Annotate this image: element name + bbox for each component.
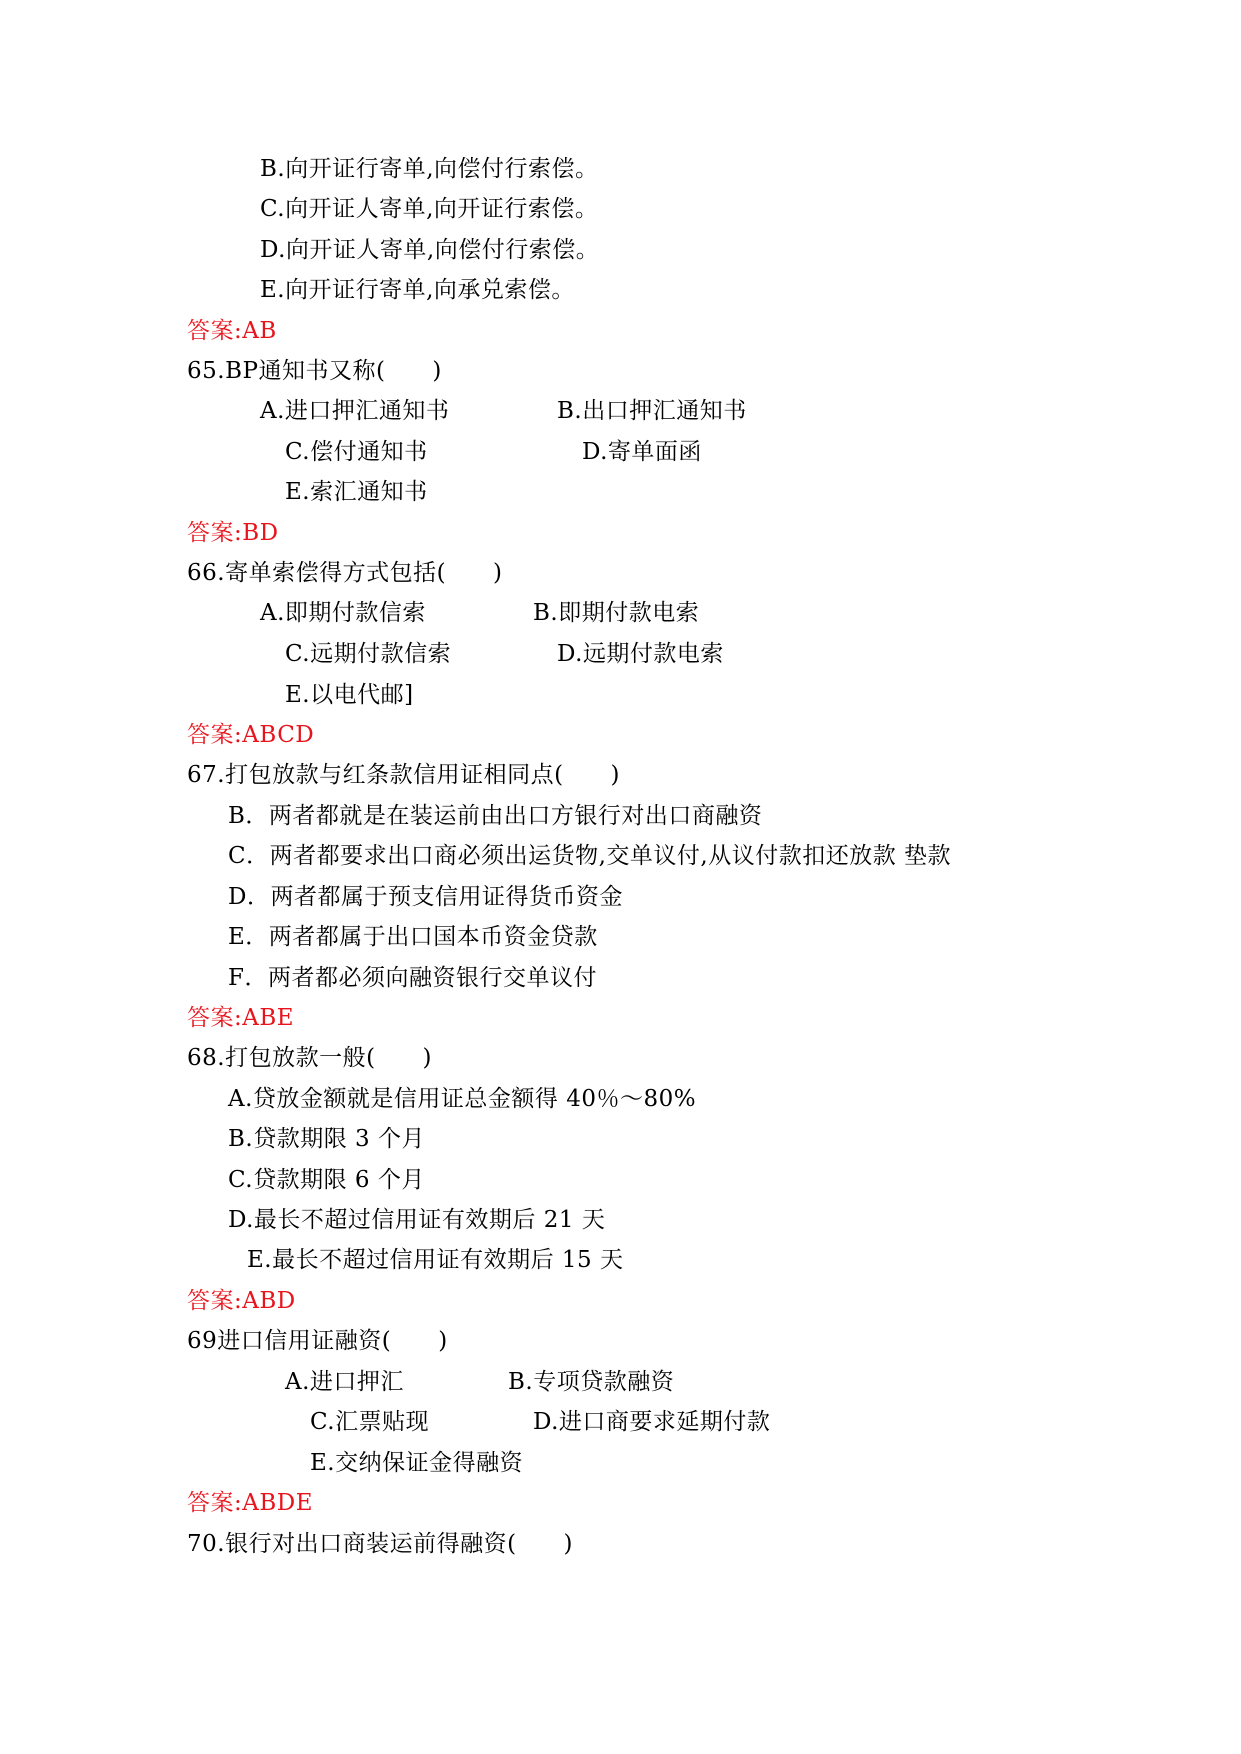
q67-option-d: D．两者都属于预支信用证得货币资金 [228, 884, 623, 910]
q64-option-d: D.向开证人寄单,向偿付行索偿。 [260, 237, 600, 263]
q70-question: 70.银行对出口商装运前得融资( ) [187, 1531, 574, 1557]
q66-option-b: B.即期付款电索 [533, 600, 700, 626]
q69-question: 69进口信用证融资( ) [187, 1328, 448, 1354]
q66-option-e: E.以电代邮] [285, 682, 414, 708]
q68-answer: 答案:ABD [187, 1288, 296, 1314]
q67-question: 67.打包放款与红条款信用证相同点( ) [187, 762, 621, 788]
q67-option-c: C．两者都要求出口商必须出运货物,交单议付,从议付款扣还放款 垫款 [228, 843, 952, 869]
q65-option-e: E.索汇通知书 [285, 479, 428, 505]
q65-question: 65.BP通知书又称( ) [187, 358, 442, 384]
q67-answer: 答案:ABE [187, 1005, 295, 1031]
q69-option-a: A.进口押汇 [285, 1369, 404, 1395]
q69-option-b: B.专项贷款融资 [508, 1369, 675, 1395]
q67-option-f: F．两者都必须向融资银行交单议付 [228, 965, 597, 991]
q65-option-a: A.进口押汇通知书 [260, 398, 450, 424]
q65-option-c: C.偿付通知书 [285, 439, 428, 465]
q65-option-d: D.寄单面函 [582, 439, 702, 465]
q66-option-a: A.即期付款信索 [260, 600, 426, 626]
q69-option-c: C.汇票贴现 [310, 1409, 430, 1435]
q66-question: 66.寄单索偿得方式包括( ) [187, 560, 503, 586]
q68-option-d: D.最长不超过信用证有效期后 21 天 [228, 1207, 606, 1233]
q65-answer: 答案:BD [187, 520, 279, 546]
q68-question: 68.打包放款一般( ) [187, 1045, 433, 1071]
q64-answer: 答案:AB [187, 318, 277, 344]
q68-option-b: B.贷款期限 3 个月 [228, 1126, 425, 1152]
q66-option-c: C.远期付款信索 [285, 641, 452, 667]
q67-option-e: E．两者都属于出口国本币资金贷款 [228, 924, 598, 950]
q65-option-b: B.出口押汇通知书 [557, 398, 747, 424]
q69-option-d: D.进口商要求延期付款 [533, 1409, 771, 1435]
q66-option-d: D.远期付款电索 [557, 641, 724, 667]
q69-option-e: E.交纳保证金得融资 [310, 1450, 524, 1476]
q64-option-b: B.向开证行寄单,向偿付行索偿。 [260, 156, 599, 182]
q68-option-a: A.贷放金额就是信用证总金额得 40％～80% [228, 1086, 697, 1112]
q64-option-c: C.向开证人寄单,向开证行索偿。 [260, 196, 599, 222]
q67-option-b: B．两者都就是在装运前由出口方银行对出口商融资 [228, 803, 763, 829]
q68-option-c: C.贷款期限 6 个月 [228, 1167, 425, 1193]
q64-option-e: E.向开证行寄单,向承兑索偿。 [260, 277, 575, 303]
q66-answer: 答案:ABCD [187, 722, 315, 748]
q69-answer: 答案:ABDE [187, 1490, 313, 1516]
q68-option-e: E.最长不超过信用证有效期后 15 天 [247, 1247, 624, 1273]
